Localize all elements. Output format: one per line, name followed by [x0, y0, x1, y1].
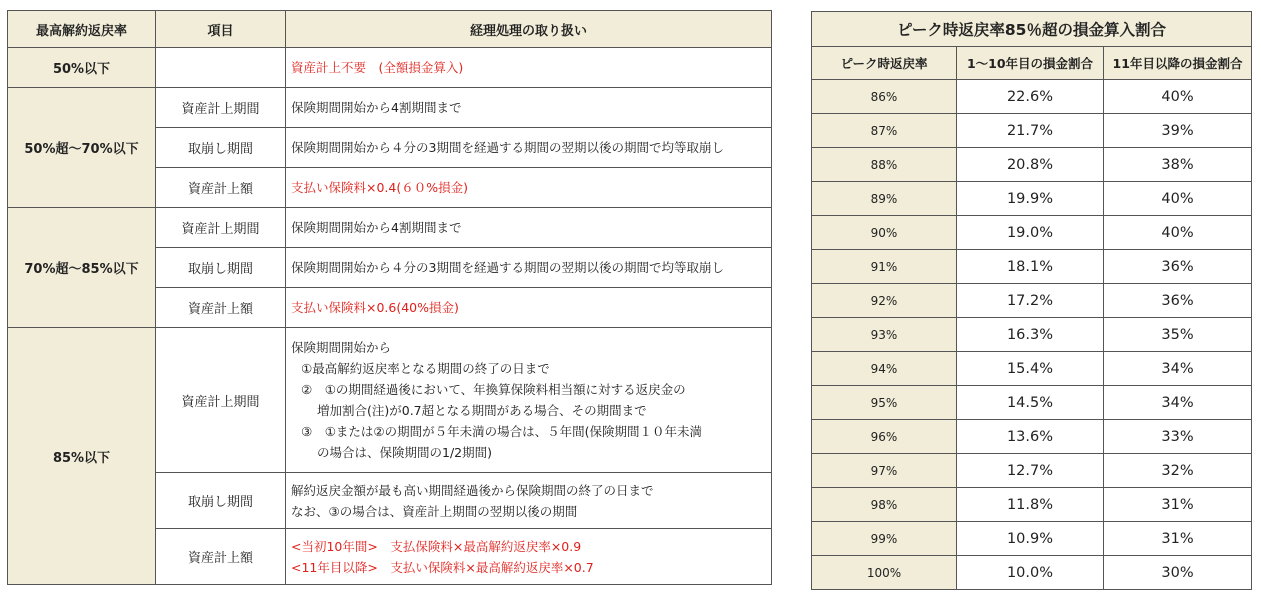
- treatment-line: なお、③の場合は、資産計上期間の翌期以後の期間: [291, 503, 578, 519]
- category-cell: 50%超～70%以下: [8, 88, 156, 208]
- treatment-cell: [286, 248, 772, 288]
- ratio-1-10-cell: 17.2%: [957, 284, 1104, 318]
- ratio-1-10-cell: 12.7%: [957, 454, 1104, 488]
- table-row: [812, 216, 1252, 250]
- ratio-table-body: [812, 80, 1252, 590]
- item-cell: 取崩し期間: [156, 128, 286, 168]
- table-row: [8, 88, 772, 128]
- treatment-line: 増加割合(注)が0.7超となる期間がある場合、その期間まで: [317, 403, 647, 418]
- header-max-refund-rate: 最高解約返戻率: [8, 11, 156, 48]
- treatment-line: <当初10年間> 支払保険料×最高解約返戻率×0.9: [291, 538, 582, 554]
- ratio-1-10-cell: 19.0%: [957, 216, 1104, 250]
- treatment-line: 支払い保険料×0.6(40%損金): [291, 300, 459, 315]
- ratio-11-plus-cell: 40%: [1104, 80, 1252, 114]
- ratio-11-plus-cell: 32%: [1104, 454, 1252, 488]
- table-row: [812, 454, 1252, 488]
- table-row: [812, 250, 1252, 284]
- ratio-11-plus-cell: 36%: [1104, 284, 1252, 318]
- ratio-11-plus-cell: 33%: [1104, 420, 1252, 454]
- treatment-line: の場合は、保険期間の1/2期間): [317, 445, 492, 460]
- treatment-cell: [286, 48, 772, 88]
- header-item: 項目: [156, 11, 286, 48]
- treatment-line: <11年目以降> 支払い保険料×最高解約返戻率×0.7: [291, 559, 594, 575]
- table-row: [812, 148, 1252, 182]
- peak-rate-cell: 93%: [812, 318, 957, 352]
- table-row: [8, 328, 772, 473]
- item-cell: 取崩し期間: [156, 473, 286, 529]
- ratio-11-plus-cell: 40%: [1104, 216, 1252, 250]
- peak-rate-cell: 97%: [812, 454, 957, 488]
- peak-rate-cell: 88%: [812, 148, 957, 182]
- ratio-1-10-cell: 19.9%: [957, 182, 1104, 216]
- ratio-1-10-cell: 10.9%: [957, 522, 1104, 556]
- treatment-line: 資産計上不要 (全額損金算入): [291, 60, 464, 75]
- peak-rate-cell: 89%: [812, 182, 957, 216]
- treatment-cell: [286, 288, 772, 328]
- left-header-row: [8, 11, 772, 48]
- ratio-11-plus-cell: 34%: [1104, 352, 1252, 386]
- item-cell: 資産計上額: [156, 288, 286, 328]
- peak-rate-cell: 90%: [812, 216, 957, 250]
- treatment-cell: [286, 473, 772, 529]
- ratio-1-10-cell: 21.7%: [957, 114, 1104, 148]
- table-row: [812, 114, 1252, 148]
- peak-rate-cell: 92%: [812, 284, 957, 318]
- ratio-1-10-cell: 15.4%: [957, 352, 1104, 386]
- ratio-1-10-cell: 11.8%: [957, 488, 1104, 522]
- treatment-line: ③ ①または②の期間が５年未満の場合は、５年間(保険期間１０年未満: [301, 424, 702, 439]
- ratio-1-10-cell: 13.6%: [957, 420, 1104, 454]
- ratio-11-plus-cell: 39%: [1104, 114, 1252, 148]
- ratio-11-plus-cell: 40%: [1104, 182, 1252, 216]
- peak-rate-cell: 98%: [812, 488, 957, 522]
- treatment-line: 保険期間開始から4割期間まで: [291, 220, 462, 235]
- peak-rate-cell: 99%: [812, 522, 957, 556]
- category-cell: 70%超～85%以下: [8, 208, 156, 328]
- treatment-cell: [286, 208, 772, 248]
- right-title-row: [812, 12, 1252, 47]
- treatment-line: 保険期間開始から4割期間まで: [291, 100, 462, 115]
- ratio-11-plus-cell: 31%: [1104, 522, 1252, 556]
- treatment-cell: [286, 128, 772, 168]
- header-peak-rate: ピーク時返戻率: [812, 47, 957, 80]
- table-title: ピーク時返戻率85％超の損金算入割合: [812, 12, 1252, 47]
- table-row: [812, 420, 1252, 454]
- item-cell: 取崩し期間: [156, 248, 286, 288]
- item-cell: 資産計上期間: [156, 328, 286, 473]
- peak-rate-cell: 86%: [812, 80, 957, 114]
- ratio-1-10-cell: 22.6%: [957, 80, 1104, 114]
- header-year-11-plus: 11年目以降の損金割合: [1104, 47, 1252, 80]
- table-row: [812, 182, 1252, 216]
- ratio-1-10-cell: 10.0%: [957, 556, 1104, 590]
- header-treatment: 経理処理の取り扱い: [286, 11, 772, 48]
- category-cell: 85%以下: [8, 328, 156, 585]
- item-cell: 資産計上額: [156, 529, 286, 585]
- ratio-1-10-cell: 20.8%: [957, 148, 1104, 182]
- table-row: [812, 80, 1252, 114]
- category-cell: 50%以下: [8, 48, 156, 88]
- table-row: [812, 556, 1252, 590]
- right-header-row: [812, 47, 1252, 80]
- table-row: [8, 208, 772, 248]
- ratio-11-plus-cell: 34%: [1104, 386, 1252, 420]
- treatment-cell: [286, 168, 772, 208]
- treatment-line: 解約返戻金額が最も高い期間経過後から保険期間の終了の日まで: [291, 482, 654, 498]
- ratio-11-plus-cell: 38%: [1104, 148, 1252, 182]
- peak-rate-cell: 96%: [812, 420, 957, 454]
- peak-rate-cell: 100%: [812, 556, 957, 590]
- deductible-ratio-table: [811, 11, 1252, 590]
- item-cell: 資産計上額: [156, 168, 286, 208]
- table-row: [8, 48, 772, 88]
- treatment-cell: [286, 88, 772, 128]
- ratio-11-plus-cell: 30%: [1104, 556, 1252, 590]
- ratio-1-10-cell: 18.1%: [957, 250, 1104, 284]
- treatment-line: ①最高解約返戻率となる期間の終了の日まで: [301, 361, 550, 376]
- peak-rate-cell: 91%: [812, 250, 957, 284]
- accounting-treatment-table: [7, 10, 772, 585]
- table-row: [812, 318, 1252, 352]
- treatment-line: 保険期間開始から: [291, 340, 392, 355]
- ratio-11-plus-cell: 35%: [1104, 318, 1252, 352]
- table-row: [812, 522, 1252, 556]
- peak-rate-cell: 87%: [812, 114, 957, 148]
- table-row: [812, 284, 1252, 318]
- peak-rate-cell: 94%: [812, 352, 957, 386]
- ratio-11-plus-cell: 31%: [1104, 488, 1252, 522]
- treatment-cell: [286, 328, 772, 473]
- header-years-1-10: 1～10年目の損金割合: [957, 47, 1104, 80]
- treatment-line: 保険期間開始から４分の3期間を経過する期間の翌期以後の期間で均等取崩し: [291, 140, 724, 155]
- table-row: [812, 352, 1252, 386]
- item-cell: 資産計上期間: [156, 208, 286, 248]
- treatment-line: ② ①の期間経過後において、年換算保険料相当額に対する返戻金の: [301, 382, 686, 397]
- ratio-11-plus-cell: 36%: [1104, 250, 1252, 284]
- item-cell: [156, 48, 286, 88]
- item-cell: 資産計上期間: [156, 88, 286, 128]
- treatment-line: 支払い保険料×0.4(６０%損金): [291, 180, 468, 195]
- table-row: [812, 488, 1252, 522]
- treatment-line: 保険期間開始から４分の3期間を経過する期間の翌期以後の期間で均等取崩し: [291, 260, 724, 275]
- treatment-cell: [286, 529, 772, 585]
- peak-rate-cell: 95%: [812, 386, 957, 420]
- table-row: [812, 386, 1252, 420]
- ratio-1-10-cell: 14.5%: [957, 386, 1104, 420]
- ratio-1-10-cell: 16.3%: [957, 318, 1104, 352]
